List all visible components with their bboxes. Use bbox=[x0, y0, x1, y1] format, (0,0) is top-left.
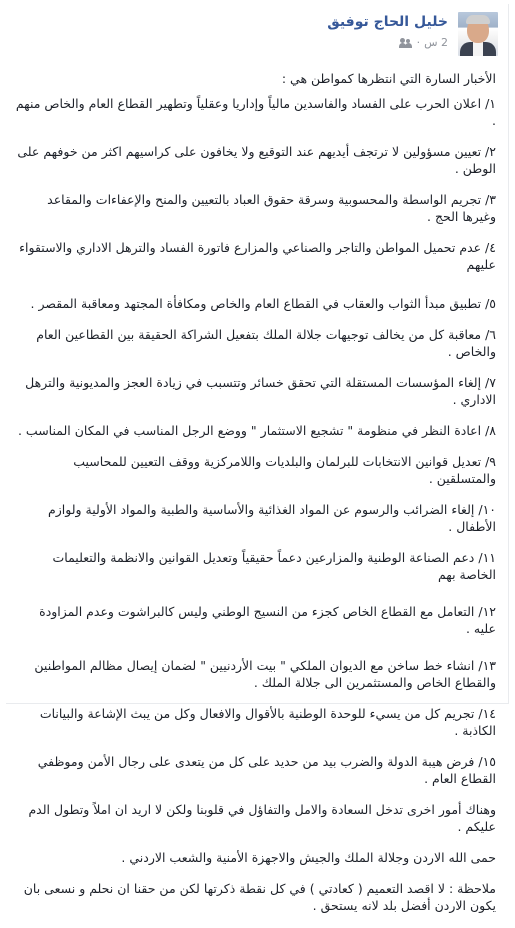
friends-audience-icon[interactable] bbox=[399, 38, 413, 48]
post-paragraph: الأخبار السارة التي انتظرها كمواطن هي : bbox=[281, 71, 496, 86]
post-paragraph: ٩/ تعديل قوانين الانتخابات للبرلمان والبلديات واللامركزية ووقف التعيين للمحاسيب والمتسلقين . bbox=[73, 454, 496, 486]
post-paragraph: ٥/ تطبيق مبدأ الثواب والعقاب في القطاع العام والخاص ومكافأة المجتهد ومعاقبة المقصر . bbox=[30, 296, 496, 311]
post-paragraph: ١٠/ إلغاء الضرائب والرسوم عن المواد الغذائية والأساسية والطبية والمواد الأولية ولوازم الأطفال . bbox=[48, 502, 496, 534]
author-name[interactable]: خليل الحاج توفيق bbox=[327, 14, 448, 30]
post-header bbox=[18, 12, 498, 64]
post-paragraph: ٢/ تعيين مسؤولين لا ترتجف أيديهم عند التوقيع ولا يخافون على كراسيهم اكثر من خوفهم على الوطن . bbox=[17, 144, 496, 176]
post-text bbox=[14, 70, 496, 928]
post-paragraph: ١/ اعلان الحرب على الفساد والفاسدين مالياً وإداريا وعقلياً وتطهير القطاع العام والخاص منهم . bbox=[15, 96, 496, 128]
post-paragraph: ٣/ تجريم الواسطة والمحسوبية وسرقة حقوق العباد بالتعيين والمنح والإعفاءات والمقاعد وغيرها الحج . bbox=[47, 192, 496, 224]
post-paragraph: وهناك أمور اخرى تدخل السعادة والامل والتفاؤل في قلوبنا ولكن لا اريد ان املاً وتطول الدم عليكم . bbox=[28, 802, 496, 834]
post-paragraph: ملاحظة : لا اقصد التعميم ( كعادتي ) في كل نقطة ذكرتها لكن من حقنا ان نحلم و نسعى بان يكون الاردن أفضل بلد لانه يستحق . bbox=[23, 881, 496, 913]
author-avatar[interactable] bbox=[458, 12, 498, 56]
post-paragraph: ٨/ اعادة النظر في منظومة " تشجيع الاستثمار " ووضع الرجل المناسب في المكان المناسب . bbox=[17, 423, 496, 438]
post-paragraph: ١٢/ التعامل مع القطاع الخاص كجزء من النسيج الوطني وليس كالبراشوت وعدم المزاودة عليه . bbox=[39, 604, 496, 636]
post-timestamp[interactable]: 2 س bbox=[424, 36, 448, 49]
post-paragraph: ٤/ عدم تحميل المواطن والتاجر والصناعي والمزارع فاتورة الفساد والترهل الاداري والاستقواء عليهم bbox=[19, 240, 496, 272]
post-paragraph: ٦/ معاقبة كل من يخالف توجيهات جلالة الملك بتفعيل الشراكة الحقيقة بين القطاعين العام والخاص . bbox=[36, 327, 496, 359]
post-paragraph: ١٤/ تجريم كل من يسيء للوحدة الوطنية بالأقوال والافعال وكل من يبث الإشاعة والبيانات الكاذبة . bbox=[39, 706, 496, 738]
post-card bbox=[6, 4, 509, 913]
post-meta: 2 س · bbox=[399, 36, 448, 49]
post-paragraph: ٧/ إلغاء المؤسسات المستقلة التي تحقق خسائر وتتسبب في زيادة العجز والمديونية والترهل الاداري . bbox=[25, 375, 496, 407]
post-paragraph: ١٥/ فرض هيبة الدولة والضرب بيد من حديد على كل من يتعدى على رجال الأمن وموظفي القطاع العام . bbox=[37, 754, 496, 786]
post-paragraph: حمى الله الاردن وجلالة الملك والجيش والاجهزة الأمنية والشعب الاردني . bbox=[121, 850, 496, 865]
post-paragraph: ١٣/ انشاء خط ساخن مع الديوان الملكي " بيت الأردنيين " لضمان إيصال مظالم المواطنين والقطاع الخاص والمستثمرين الى جلالة الملك . bbox=[34, 658, 496, 690]
post-paragraph: ١١/ دعم الصناعة الوطنية والمزارعين دعماً حقيقياً وتعديل القوانين والانظمة والتعليمات الخاصة بهم bbox=[52, 550, 496, 582]
